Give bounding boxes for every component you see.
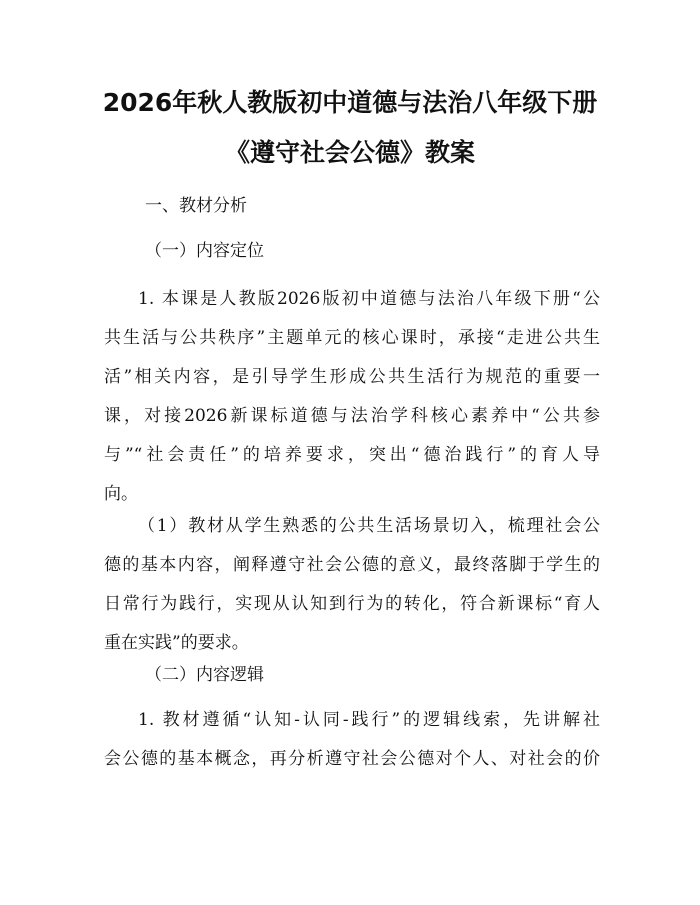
section-heading-teaching-material-analysis: 一、教材分析 — [145, 196, 247, 216]
paragraph-line: 日常行为践行，实现从认知到行为的转化，符合新课标“育人 — [104, 594, 600, 614]
subsection-heading-content-positioning: （一）内容定位 — [145, 241, 264, 261]
paragraph-content-positioning — [104, 280, 600, 514]
document-title-line-1: 2026年秋人教版初中道德与法治八年级下册 — [102, 88, 598, 117]
paragraph-line: 1. 本课是人教版2026版初中道德与法治八年级下册“公 — [138, 289, 600, 309]
paragraph-line: 1. 教材遵循“认知-认同-践行”的逻辑线索，先讲解社 — [138, 710, 600, 730]
paragraph-line: 重在实践”的要求。 — [104, 633, 249, 653]
subsection-heading-content-logic: （二）内容逻辑 — [145, 665, 264, 685]
paragraph-line: 共生活与公共秩序”主题单元的核心课时，承接“走进公共生 — [104, 328, 600, 348]
paragraph-content-logic — [104, 701, 600, 779]
paragraph-line: 课，对接2026新课标道德与法治学科核心素养中“公共参 — [104, 406, 600, 426]
paragraph-line: 与”“社会责任”的培养要求，突出“德治践行”的育人导 — [104, 445, 600, 465]
document-title-line-2: 《遵守社会公德》教案 — [224, 138, 475, 167]
paragraph-line: 会公德的基本概念，再分析遵守社会公德对个人、对社会的价 — [104, 749, 600, 769]
paragraph-line: 活”相关内容，是引导学生形成公共生活行为规范的重要一 — [104, 367, 600, 387]
paragraph-line: 向。 — [104, 484, 138, 504]
paragraph-material-structure — [104, 507, 600, 663]
paragraph-line: 德的基本内容，阐释遵守社会公德的意义，最终落脚于学生的 — [104, 555, 600, 575]
paragraph-line: （1）教材从学生熟悉的公共生活场景切入，梳理社会公 — [138, 516, 600, 536]
